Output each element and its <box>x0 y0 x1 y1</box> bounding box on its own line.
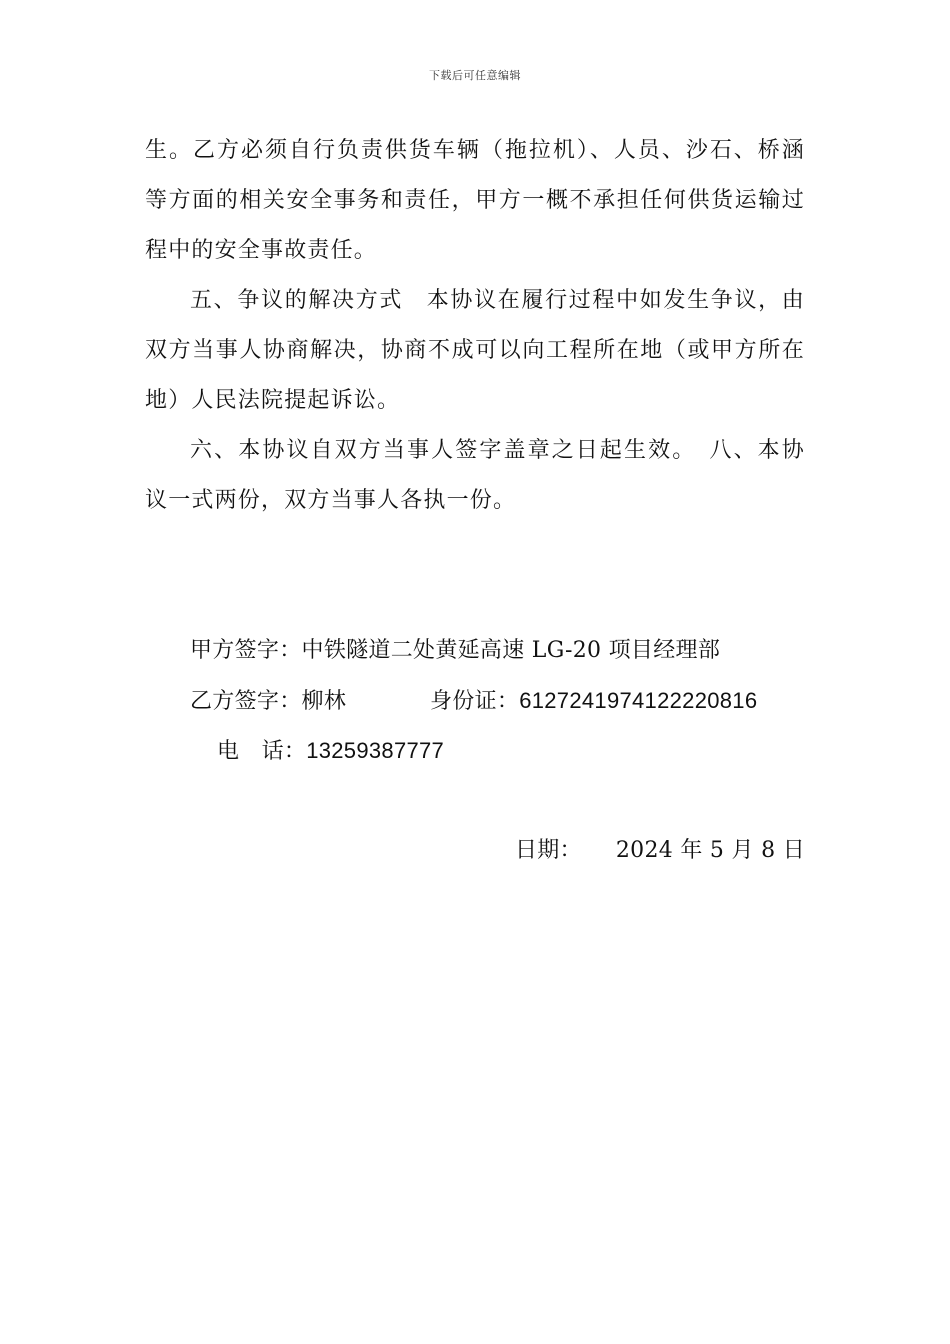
party-a-value: 中铁隧道二处黄延高速 LG-20 项目经理部 <box>301 638 721 663</box>
phone <box>217 734 444 765</box>
party-b-signature <box>190 684 346 715</box>
paragraph-dispute: 五、争议的解决方式 本协议在履行过程中如发生争议，由双方当事人协商解决，协商不成可以向工程所在地（或甲方所在地）人民法院提起诉讼。 <box>145 288 805 413</box>
party-a-signature <box>190 633 720 664</box>
date-value: 2024 年 5 月 8 日 <box>615 838 805 863</box>
id-value: 6127241974122220816 <box>519 688 758 713</box>
date-line <box>515 833 805 864</box>
page-header: 下载后可任意编辑 <box>429 69 521 82</box>
phone-value: 13259387777 <box>306 738 445 763</box>
paragraph-effective: 六、本协议自双方当事人签字盖章之日起生效。 八、本协议一式两份，双方当事人各执一份。 <box>145 438 805 513</box>
id-label: 身份证： <box>430 689 520 714</box>
party-b-label: 乙方签字： <box>190 689 302 714</box>
phone-label: 电 话： <box>217 739 307 764</box>
id-card <box>430 684 757 715</box>
party-b-value: 柳林 <box>301 689 347 714</box>
paragraph-safety: 生。乙方必须自行负责供货车辆（拖拉机）、人员、沙石、桥涵等方面的相关安全事务和责任，甲方一概不承担任何供货运输过程中的安全事故责任。 <box>145 138 805 263</box>
party-a-label: 甲方签字： <box>190 638 302 663</box>
date-label: 日期： <box>514 838 582 863</box>
